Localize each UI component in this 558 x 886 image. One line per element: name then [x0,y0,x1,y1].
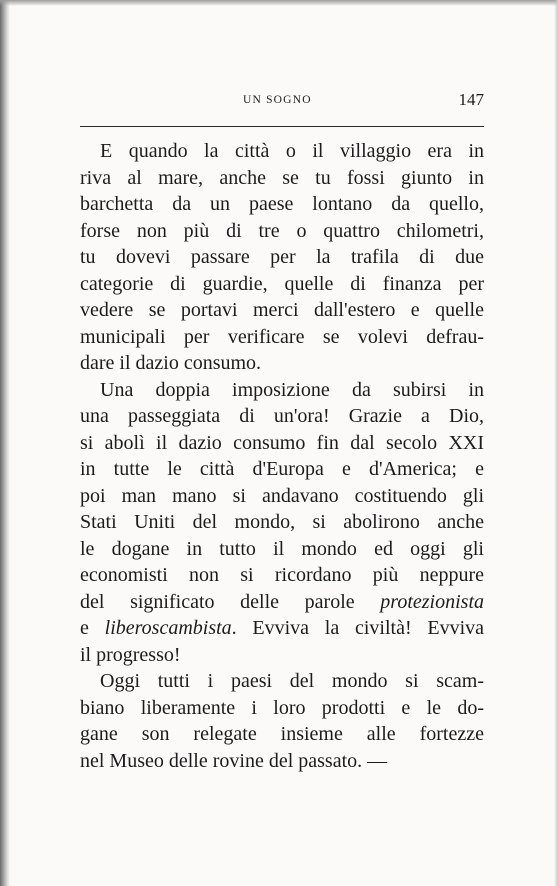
text-line: vedere se portavi merci dall'estero e quelle [80,299,484,321]
text-segment: e [80,617,89,639]
text-line [80,615,484,642]
top-edge-shadow [0,0,558,6]
text-line: in tutte le città d'Europa e d'America; e [80,458,484,480]
text-line: tu dovevi passare per la trafila di due [80,246,484,268]
text-line: categorie di guardie, quelle di finanza per [80,272,484,295]
text-line: poi man mano si andavano costituendo gli [80,484,484,507]
text-line: le dogane in tutto il mondo ed oggi gli [80,537,484,560]
text-line: biano liberamente i loro prodotti e le do- [80,696,484,719]
text-line: Oggi tutti i paesi del mondo si scam- [100,670,484,692]
page-header [80,90,484,114]
text-line: dare il dazio consumo. [80,352,262,374]
text-line: si abolì il dazio consumo fin dal secolo XXI [80,431,484,454]
text-line: economisti non si ricordano più neppure [80,564,484,586]
text-segment: . Evviva la civiltà! Evviva [231,617,485,639]
text-line: il progresso! [80,643,181,666]
text-line: E quando la città o il villaggio era in [100,140,484,162]
text-line: gane son relegate insieme alle fortezze [80,723,484,745]
text-line: riva al mare, anche se tu fossi giunto in [80,166,484,189]
text-line: Una doppia imposizione da subirsi in [100,378,484,401]
text-line: barchetta da un paese lontano da quello, [80,193,484,215]
text-line: una passeggiata di un'ora! Grazie a Dio, [80,405,484,427]
text-line [80,589,484,616]
right-edge-shadow [554,0,558,886]
body-text [80,138,484,774]
text-line: nel Museo delle rovine del passato. — [80,749,388,772]
text-line: municipali per verificare se volevi defrau- [80,325,484,348]
running-title: UN SOGNO [243,94,312,106]
text-segment: del significato delle parole [80,590,355,613]
italic-term: protezionista [380,590,485,613]
text-line: Stati Uniti del mondo, si abolirono anche [80,511,484,533]
page-number: 147 [458,90,484,109]
binding-edge [0,0,10,886]
text-line: forse non più di tre o quattro chilometri, [80,219,484,242]
italic-term: liberoscambista [104,617,232,639]
header-rule [80,126,484,127]
